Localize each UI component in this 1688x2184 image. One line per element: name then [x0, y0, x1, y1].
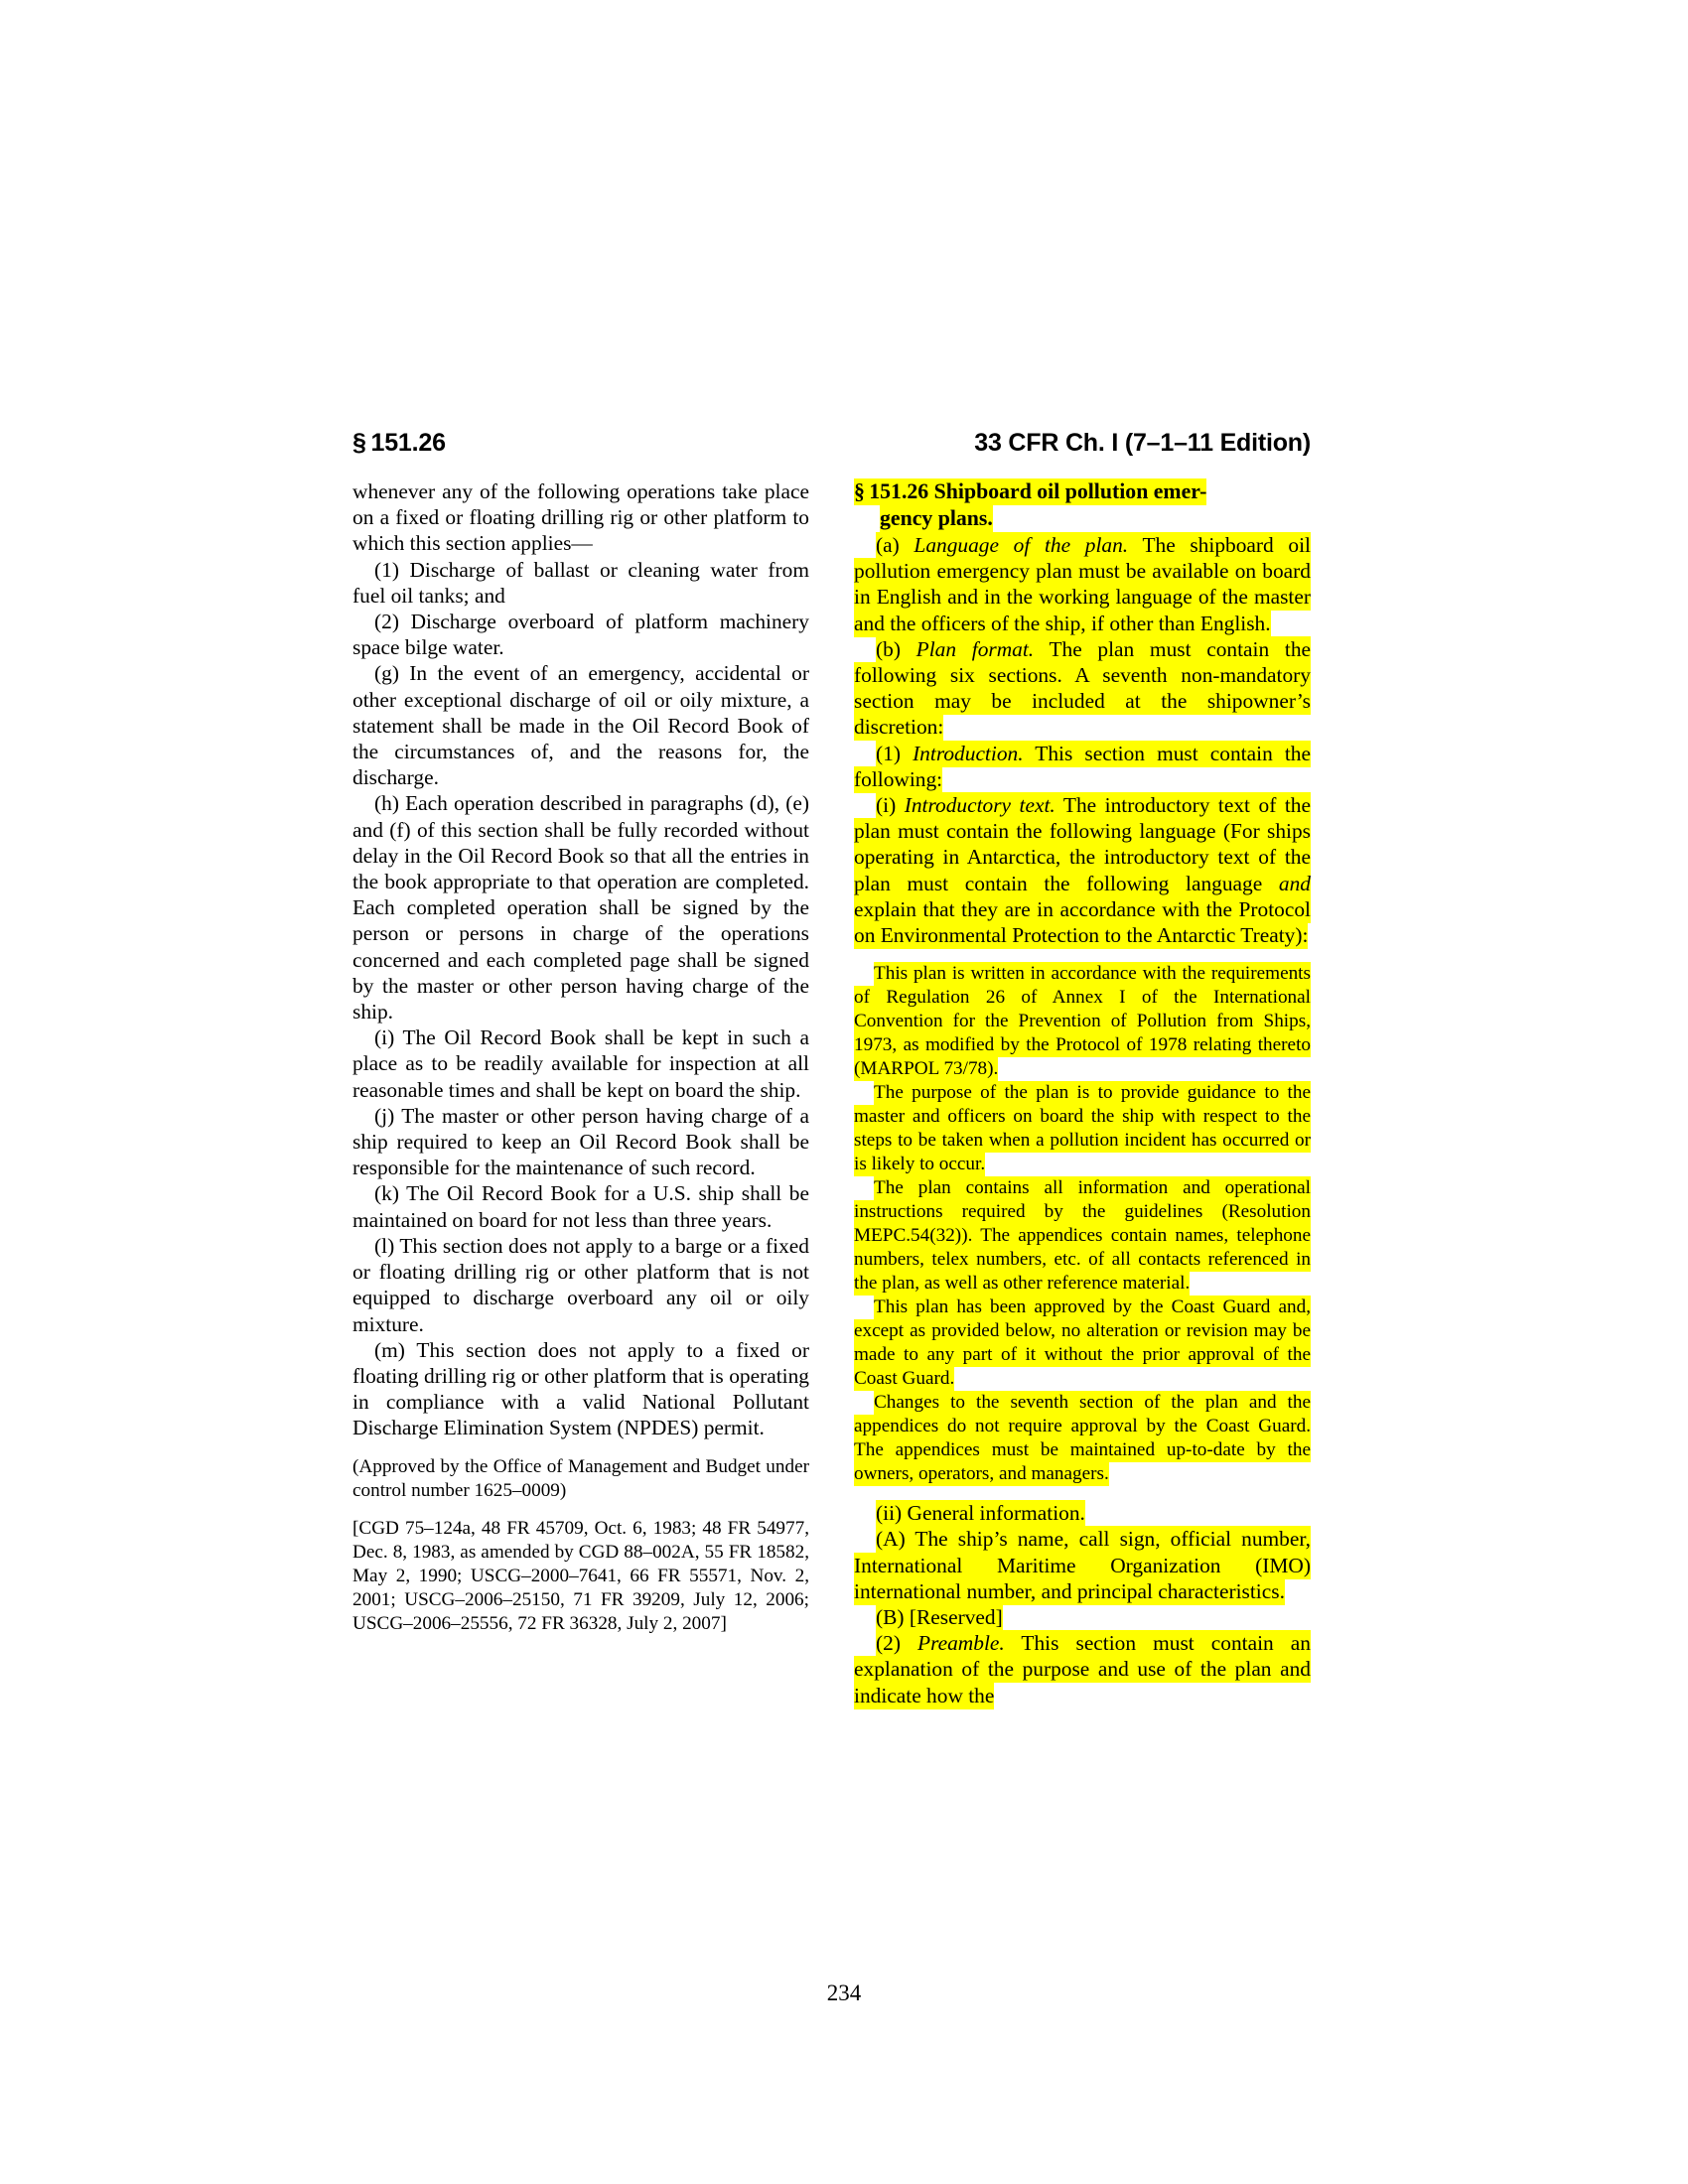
paragraph-a-label: (a)	[876, 533, 900, 557]
paragraph-h: (h) Each operation described in paragraphs (d), (e) and (f) of this section shall be fully recorded without delay in the Oil Record Book so that all the entries in the book appropriate to that operation are completed. Each completed operation shall be signed by the person or persons in charge of the operations concerned and each completed page shall be signed by the master or other person having charge of the ship.	[352, 791, 809, 1024]
paragraph-b-1-i	[854, 792, 1311, 948]
quoted-plan-text-1: This plan is written in accordance with the requirements of Regulation 26 of Annex I of the International Convention for the Prevention of Pollution from Ships, 1973, as modified by the Protocol of 1978 relating thereto (MARPOL 73/78).	[854, 963, 1311, 1080]
running-head-section: § 151.26	[352, 429, 446, 457]
source-citation-note: [CGD 75–124a, 48 FR 45709, Oct. 6, 1983; 48 FR 54977, Dec. 8, 1983, as amended by CGD 88–002A, 55 FR 18582, May 2, 1990; USCG–2000–7641, 66 FR 55571, Nov. 2, 2001; USCG–2006–25150, 71 FR 39209, July 12, 2006; USCG–2006–25556, 72 FR 36328, July 2, 2007]	[352, 1517, 809, 1634]
paragraph-j: (j) The master or other person having charge of a ship required to keep an Oil Record Book shall be responsible for the maintenance of such record.	[352, 1103, 809, 1180]
paragraph-b-1-i-label: (i)	[876, 793, 897, 818]
paragraph-a	[854, 532, 1311, 636]
paragraph-b-text: The plan must contain the following six sections. A seventh non-mandatory section may be included at the shipowner’s discretion:	[854, 636, 1312, 740]
paragraph-g: (g) In the event of an emergency, accidental or other exceptional discharge of oil or oily mixture, a statement shall be made in the Oil Record Book of the circumstances of, and the reasons for, the discharge.	[352, 661, 809, 790]
paragraph-b-1-i-italic-lead: Introductory text.	[904, 793, 1055, 818]
paragraph-b-label: (b)	[876, 636, 901, 661]
paragraph-m: (m) This section does not apply to a fixed or floating drilling rig or other platform that is operating in compliance with a valid National Pollutant Discharge Elimination System (NPDES) permit.	[352, 1337, 809, 1440]
paragraph-b-1-ii-B-label: (B)	[876, 1605, 905, 1630]
paragraph-b-2-label: (2)	[876, 1631, 901, 1656]
paragraph-i: (i) The Oil Record Book shall be kept in such a place as to be readily available for inspection at all reasonable times and shall be kept on board the ship.	[352, 1025, 809, 1102]
paragraph-b-2-italic-lead: Preamble.	[917, 1631, 1005, 1656]
paragraph-b-1-ii-B	[854, 1604, 1311, 1630]
omb-approval-note: (Approved by the Office of Management and Budget under control number 1625–0009)	[352, 1455, 809, 1501]
running-head-citation: 33 CFR Ch. I (7–1–11 Edition)	[974, 429, 1311, 457]
right-column	[854, 478, 1311, 1968]
section-title-part2: gency plans.	[880, 506, 993, 530]
page-number: 234	[826, 1980, 862, 2005]
paragraph-f-2: (2) Discharge overboard of platform machinery space bilge water.	[352, 610, 809, 660]
paragraph-b-1-ii-label: (ii)	[876, 1501, 903, 1526]
paragraph-b-1-italic-lead: Introduction.	[913, 741, 1024, 765]
inline-italic-word: and	[1278, 871, 1311, 895]
quoted-plan-text-2: The purpose of the plan is to provide guidance to the master and officers on board the ship with respect to the steps to be taken when a pollution incident has occurred or is likely to occur.	[854, 1082, 1311, 1175]
quoted-plan-text-4: This plan has been approved by the Coast Guard and, except as provided below, no alteration or revision may be made to any part of it without the prior approval of the Coast Guard.	[854, 1297, 1311, 1390]
section-heading-line1	[854, 478, 1311, 505]
quoted-plan-text-5: Changes to the seventh section of the plan and the appendices do not require approval by the Coast Guard. The appendices must be maintained up-to-date by the owners, operators, and managers.	[854, 1392, 1311, 1485]
paragraph-f-1: (1) Discharge of ballast or cleaning water from fuel oil tanks; and	[352, 557, 809, 608]
paragraph-b-1-i-text: The introductory text of the plan must contain the following language (For ships operating in Antarctica, the introductory text of the plan must contain the following language and explain that they are in accordance with the Protocol on Environmental Protection to the Antarctic Treaty):	[854, 793, 1311, 948]
section-number: § 151.26	[854, 479, 929, 503]
paragraph-b	[854, 636, 1311, 741]
paragraph-b-1-ii-A-text: The ship’s name, call sign, official number, International Maritime Organization (IMO) international number, and principal characteristics.	[854, 1527, 1311, 1603]
paragraph-b-1-ii-A	[854, 1526, 1311, 1604]
paragraph-b-1-label: (1)	[876, 741, 901, 765]
quoted-plan-text-3: The plan contains all information and operational instructions required by the guidelines (Resolution MEPC.54(32)). The appendices contain names, telephone numbers, telex numbers, etc. of all contacts referenced in the plan, as well as other reference material.	[854, 1177, 1311, 1295]
body-columns	[352, 478, 1311, 1968]
paragraph-b-italic-lead: Plan format.	[915, 636, 1035, 661]
left-column	[352, 478, 809, 1968]
paragraph-b-1-ii-text: General information.	[907, 1501, 1085, 1526]
paragraph-b-1-ii-A-label: (A)	[876, 1527, 906, 1552]
paragraph-l: (l) This section does not apply to a barge or a fixed or floating drilling rig or other platform that is not equipped to discharge overboard any oil or oily mixture.	[352, 1233, 809, 1336]
paragraph-k: (k) The Oil Record Book for a U.S. ship shall be maintained on board for not less than three years.	[352, 1181, 809, 1232]
paragraph-b-2-text: This section must contain an explanation of the purpose and use of the plan and indicate how the	[854, 1631, 1311, 1707]
section-heading-line2	[854, 505, 1311, 532]
paragraph-continuation-f: whenever any of the following operations take place on a fixed or floating drilling rig or other platform to which this section applies—	[352, 479, 809, 556]
paragraph-a-text: The shipboard oil pollution emergency plan must be available on board in English and in the working language of the master and the officers of the ship, if other than English.	[854, 533, 1311, 635]
paragraph-b-1-text: This section must contain the following:	[854, 741, 1311, 791]
paragraph-b-1	[854, 741, 1311, 792]
paragraph-a-italic-lead: Language of the plan.	[914, 533, 1129, 557]
running-head	[352, 429, 1311, 458]
paragraph-b-2	[854, 1630, 1311, 1708]
paragraph-b-1-ii	[854, 1500, 1311, 1526]
section-heading	[854, 478, 1311, 532]
paragraph-b-1-ii-B-text: [Reserved]	[909, 1605, 1003, 1630]
section-title-part1: Shipboard oil pollution emer-	[933, 479, 1207, 503]
